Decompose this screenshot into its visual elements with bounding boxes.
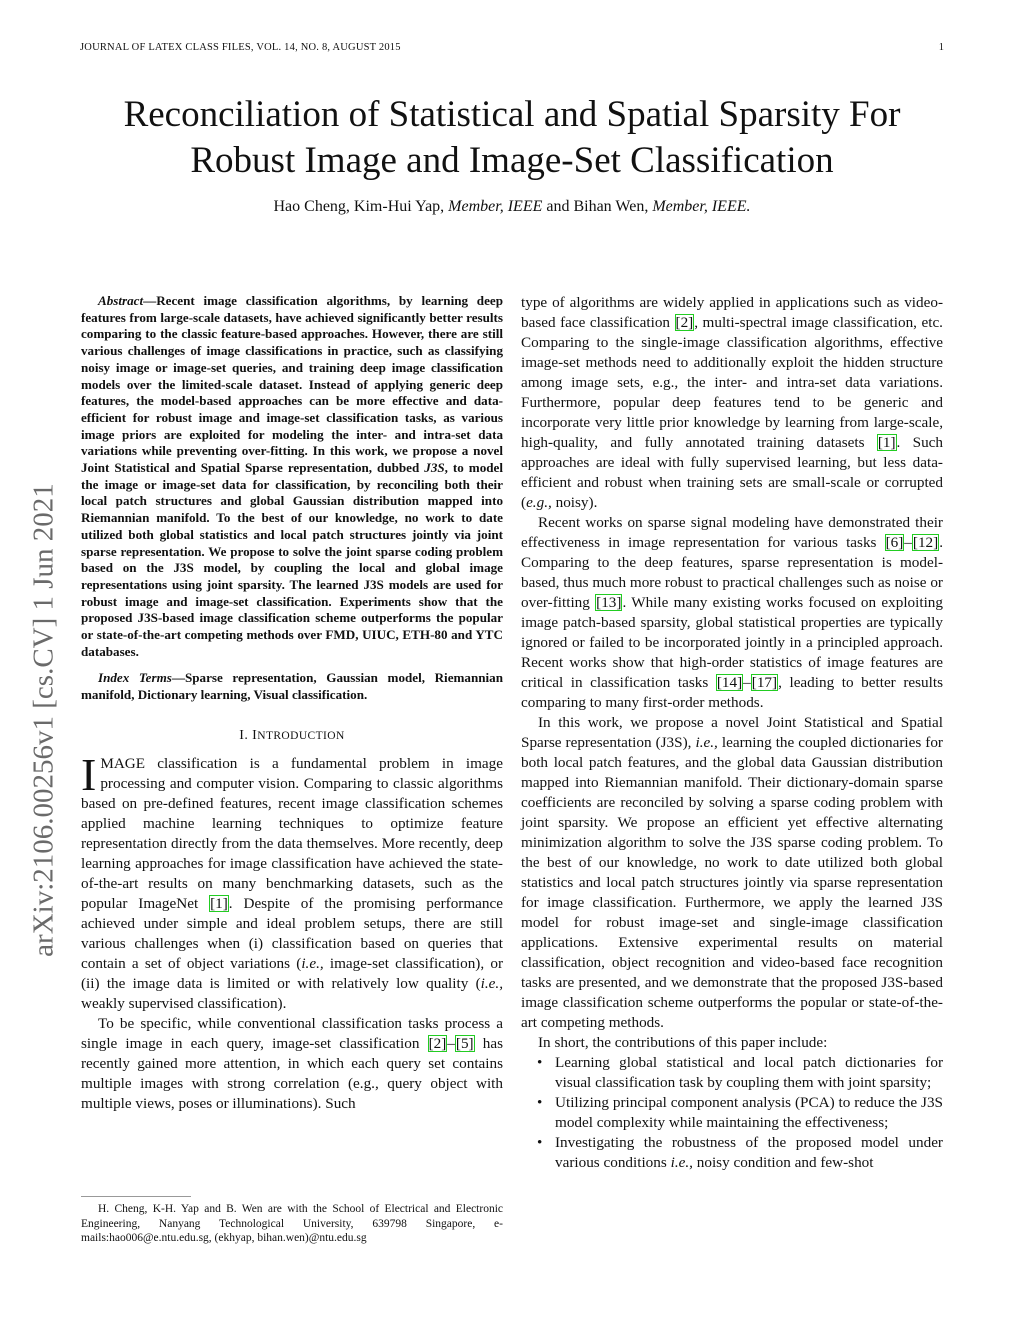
running-header: JOURNAL OF LATEX CLASS FILES, VOL. 14, NO. 8, AUGUST 2015 xyxy=(80,42,401,53)
body-text: learning the coupled dictionaries for both local patch features, and the global data Gaussian distribution mapped into Riemannian manifold. Their dictionary-domain sparse coefficients are reconciled by solving a sparse coding problem with joint sparsity. We propose an efficient yet effective alternating minimization algorithm to solve the J3S sparse coding problem. To the best of our knowledge, no work to date utilized both global statistics and local patch structures jointly via sparse representation for image classification. Furthermore, we apply the learned J3S model for robust image-set and single-image classification applications. Extensive experimental results on material classification, object recognition and video-based face recognition tasks are presented, and we demonstrate that the proposed J3S-based image classification scheme outperforms the popular or state-of-the-art competing methods. xyxy=(521,734,943,1031)
body-text: type of algorithms are widely applied in applications such as video-based face classification xyxy=(521,294,943,331)
abstract-text-1: —Recent image classification algorithms, by learning deep features from large-scale datasets, have achieved significantly better results comparing to the classic feature-based approaches. However, there are still various challenges of image classifications in practice, such as classifying noisy image or image-set queries, and training deep image classification models over the limited-scale dataset. Instead of applying generic deep features, the model-based approaches can be more effective and data-efficient for robust image and image-set classification tasks, as various image priors are exploited for modeling the inter- and intra-set data variations while preventing over-fitting. In this work, we propose a novel Joint Statistical and Spatial Sparse representation, dubbed xyxy=(81,293,503,476)
abstract xyxy=(81,293,503,660)
body-text: . Such approaches are ideal with fully supervised learning, but less data-efficient and robust when training sets are small-scale or corrupted ( xyxy=(521,434,944,511)
citation-link[interactable]: [14] xyxy=(716,674,743,691)
body-text: In this work, we propose a novel Joint Statistical and Spatial Sparse representation (J3S), xyxy=(521,714,943,751)
intro-paragraph-2 xyxy=(81,1014,503,1114)
bullet-icon: • xyxy=(537,1134,543,1151)
page-number: 1 xyxy=(938,42,944,53)
intro-text: has recently gained more attention, in which each query set contains multiple images with strong correlation (e.g., query object with multiple views, poses or illuminations). Such xyxy=(81,1034,503,1112)
citation-link[interactable]: [1] xyxy=(877,434,896,451)
author-membership: Member, IEEE xyxy=(448,198,543,215)
intro-text: MAGE classification is a fundamental problem in image processing and computer vision. Comparing to classic algorithms based on pre-defined features, recent image classification schemes applied machine learning techniques to optimize feature representation directly from the data themselves. More recently, deep learning approaches for image classification have achieved the state-of-the-art results on many benchmarking datasets, such as the popular ImageNet xyxy=(81,754,503,912)
contributions-list xyxy=(521,1053,943,1173)
right-paragraph-1 xyxy=(521,293,943,513)
right-column xyxy=(521,293,943,1173)
body-text: . Comparing to the deep features, sparse representation is model-based, thus much more robust to practical challenges such as noise or over-fitting xyxy=(521,534,943,611)
footnote: H. Cheng, K-H. Yap and B. Wen are with the School of Electrical and Electronic Engineering, Nanyang Technological University, 639798 Singapore, e-mails:hao006@e.ntu.edu.sg, (ekhyap, bihan.wen)@ntu.edu.sg xyxy=(81,1203,503,1245)
list-item xyxy=(521,1053,943,1093)
intro-text: image-set classification), or (ii) the image data is limited or with relatively low quality ( xyxy=(81,954,504,992)
body-text: , leading to better results comparing to many first-order methods. xyxy=(521,674,943,711)
section-numeral: I. xyxy=(239,727,253,743)
en-dash: – xyxy=(904,534,912,551)
title-line-2: Robust Image and Image-Set Classification xyxy=(190,140,834,181)
body-ie: i.e., xyxy=(695,734,718,751)
abstract-j3s: J3S xyxy=(424,460,445,476)
citation-link[interactable]: [6] xyxy=(885,534,904,551)
list-item-text: Learning global statistical and local patch dictionaries for visual classification task by coupling them with joint sparsity; xyxy=(555,1054,943,1091)
citation-link[interactable]: [17] xyxy=(751,674,778,691)
index-terms-label: Index Terms xyxy=(98,670,172,686)
list-item-text: noisy condition and few-shot xyxy=(692,1154,874,1171)
bullet-icon: • xyxy=(537,1054,543,1071)
drop-cap: I xyxy=(81,748,97,800)
abstract-label: Abstract xyxy=(98,293,144,308)
citation-link[interactable]: [1] xyxy=(210,894,228,912)
right-paragraph-2 xyxy=(521,513,943,713)
section-heading-introduction xyxy=(81,726,503,746)
intro-ie: i.e., xyxy=(480,974,503,992)
author-membership-2: Member, IEEE. xyxy=(652,198,751,215)
en-dash: – xyxy=(743,674,751,691)
abstract-text-2: , to model the image or image-set data for classification, by reconciling both their local patch structures and global Gaussian distribution mapped into Riemannian manifold. To the best of our knowledge, no work to date utilized both global statistics and local patch structures jointly via joint sparse representation. We propose to solve the joint sparse coding problem based on the J3S model, by coupling the local and global image representations using joint sparsity. The learned J3S models are used for robust image and image-set classification. Experiments show that the proposed J3S-based image classification scheme outperforms the popular or state-of-the-art competing methods over FMD, UIUC, ETH-80 and YTC databases. xyxy=(81,460,503,659)
intro-paragraph-1 xyxy=(81,748,504,1014)
author-names-2: and Bihan Wen, xyxy=(542,198,653,215)
index-terms-text: —Sparse representation, Gaussian model, Riemannian manifold, Dictionary learning, Visual classification. xyxy=(81,670,503,703)
right-paragraph-3 xyxy=(521,713,943,1033)
bullet-icon: • xyxy=(537,1094,543,1111)
body-text: Recent works on sparse signal modeling have demonstrated their effectiveness in image representation for various tasks xyxy=(521,514,943,551)
left-column xyxy=(81,293,503,1114)
arxiv-stamp: arXiv:2106.00256v1 [cs.CV] 1 Jun 2021 xyxy=(27,483,60,957)
body-text: . While many existing works focused on exploiting image patch-based sparsity, global statistical properties are typically ignored or failed to be incorporated jointly in a principled approach. Recent works show that high-order statistics of image features are critical in classification tasks xyxy=(521,594,943,691)
citation-link[interactable]: [5] xyxy=(455,1034,474,1052)
paper-title xyxy=(40,92,984,184)
list-item xyxy=(521,1093,943,1133)
footnote-rule xyxy=(81,1196,191,1197)
list-item xyxy=(521,1133,943,1173)
index-terms xyxy=(81,670,503,703)
citation-link[interactable]: [2] xyxy=(428,1034,447,1052)
body-text: noisy). xyxy=(551,494,598,511)
citation-link[interactable]: [12] xyxy=(912,534,939,551)
citation-link[interactable]: [2] xyxy=(675,314,694,331)
section-first-letter: I xyxy=(252,727,258,743)
title-line-1: Reconciliation of Statistical and Spatial Sparsity For xyxy=(123,94,901,135)
list-item-ie: i.e., xyxy=(670,1154,693,1171)
author-line xyxy=(40,198,984,216)
right-paragraph-4: In short, the contributions of this paper include: xyxy=(538,1034,828,1051)
intro-text: . Despite of the promising performance achieved under simple and ideal problem setups, there are still various challenges when (i) classification based on queries that contain a set of object variations ( xyxy=(81,894,503,972)
section-title-rest: NTRODUCTION xyxy=(257,729,345,742)
body-text: , multi-spectral image classification, etc. Comparing to the single-image classification algorithms, effective image-set methods need to additionally exploit the hidden structure among image sets, e.g., the inter- and intra-set data variations. Furthermore, popular deep features tend to be generic and incorporate very little prior knowledge by learning from large-scale, high-quality, and fully annotated training datasets xyxy=(521,314,943,451)
en-dash: – xyxy=(447,1034,455,1052)
citation-link[interactable]: [13] xyxy=(596,594,622,611)
intro-text: weakly supervised classification). xyxy=(81,994,287,1012)
author-names: Hao Cheng, Kim-Hui Yap, xyxy=(273,198,449,215)
body-eg: e.g., xyxy=(526,494,552,511)
list-item-text: Investigating the robustness of the proposed model under various conditions xyxy=(555,1134,943,1171)
list-item-text: Utilizing principal component analysis (PCA) to reduce the J3S model complexity while maintaining the effectiveness; xyxy=(555,1094,943,1131)
intro-ie: i.e., xyxy=(301,954,324,972)
intro-text: To be specific, while conventional classification tasks process a single image in each query, image-set classification xyxy=(81,1014,503,1052)
